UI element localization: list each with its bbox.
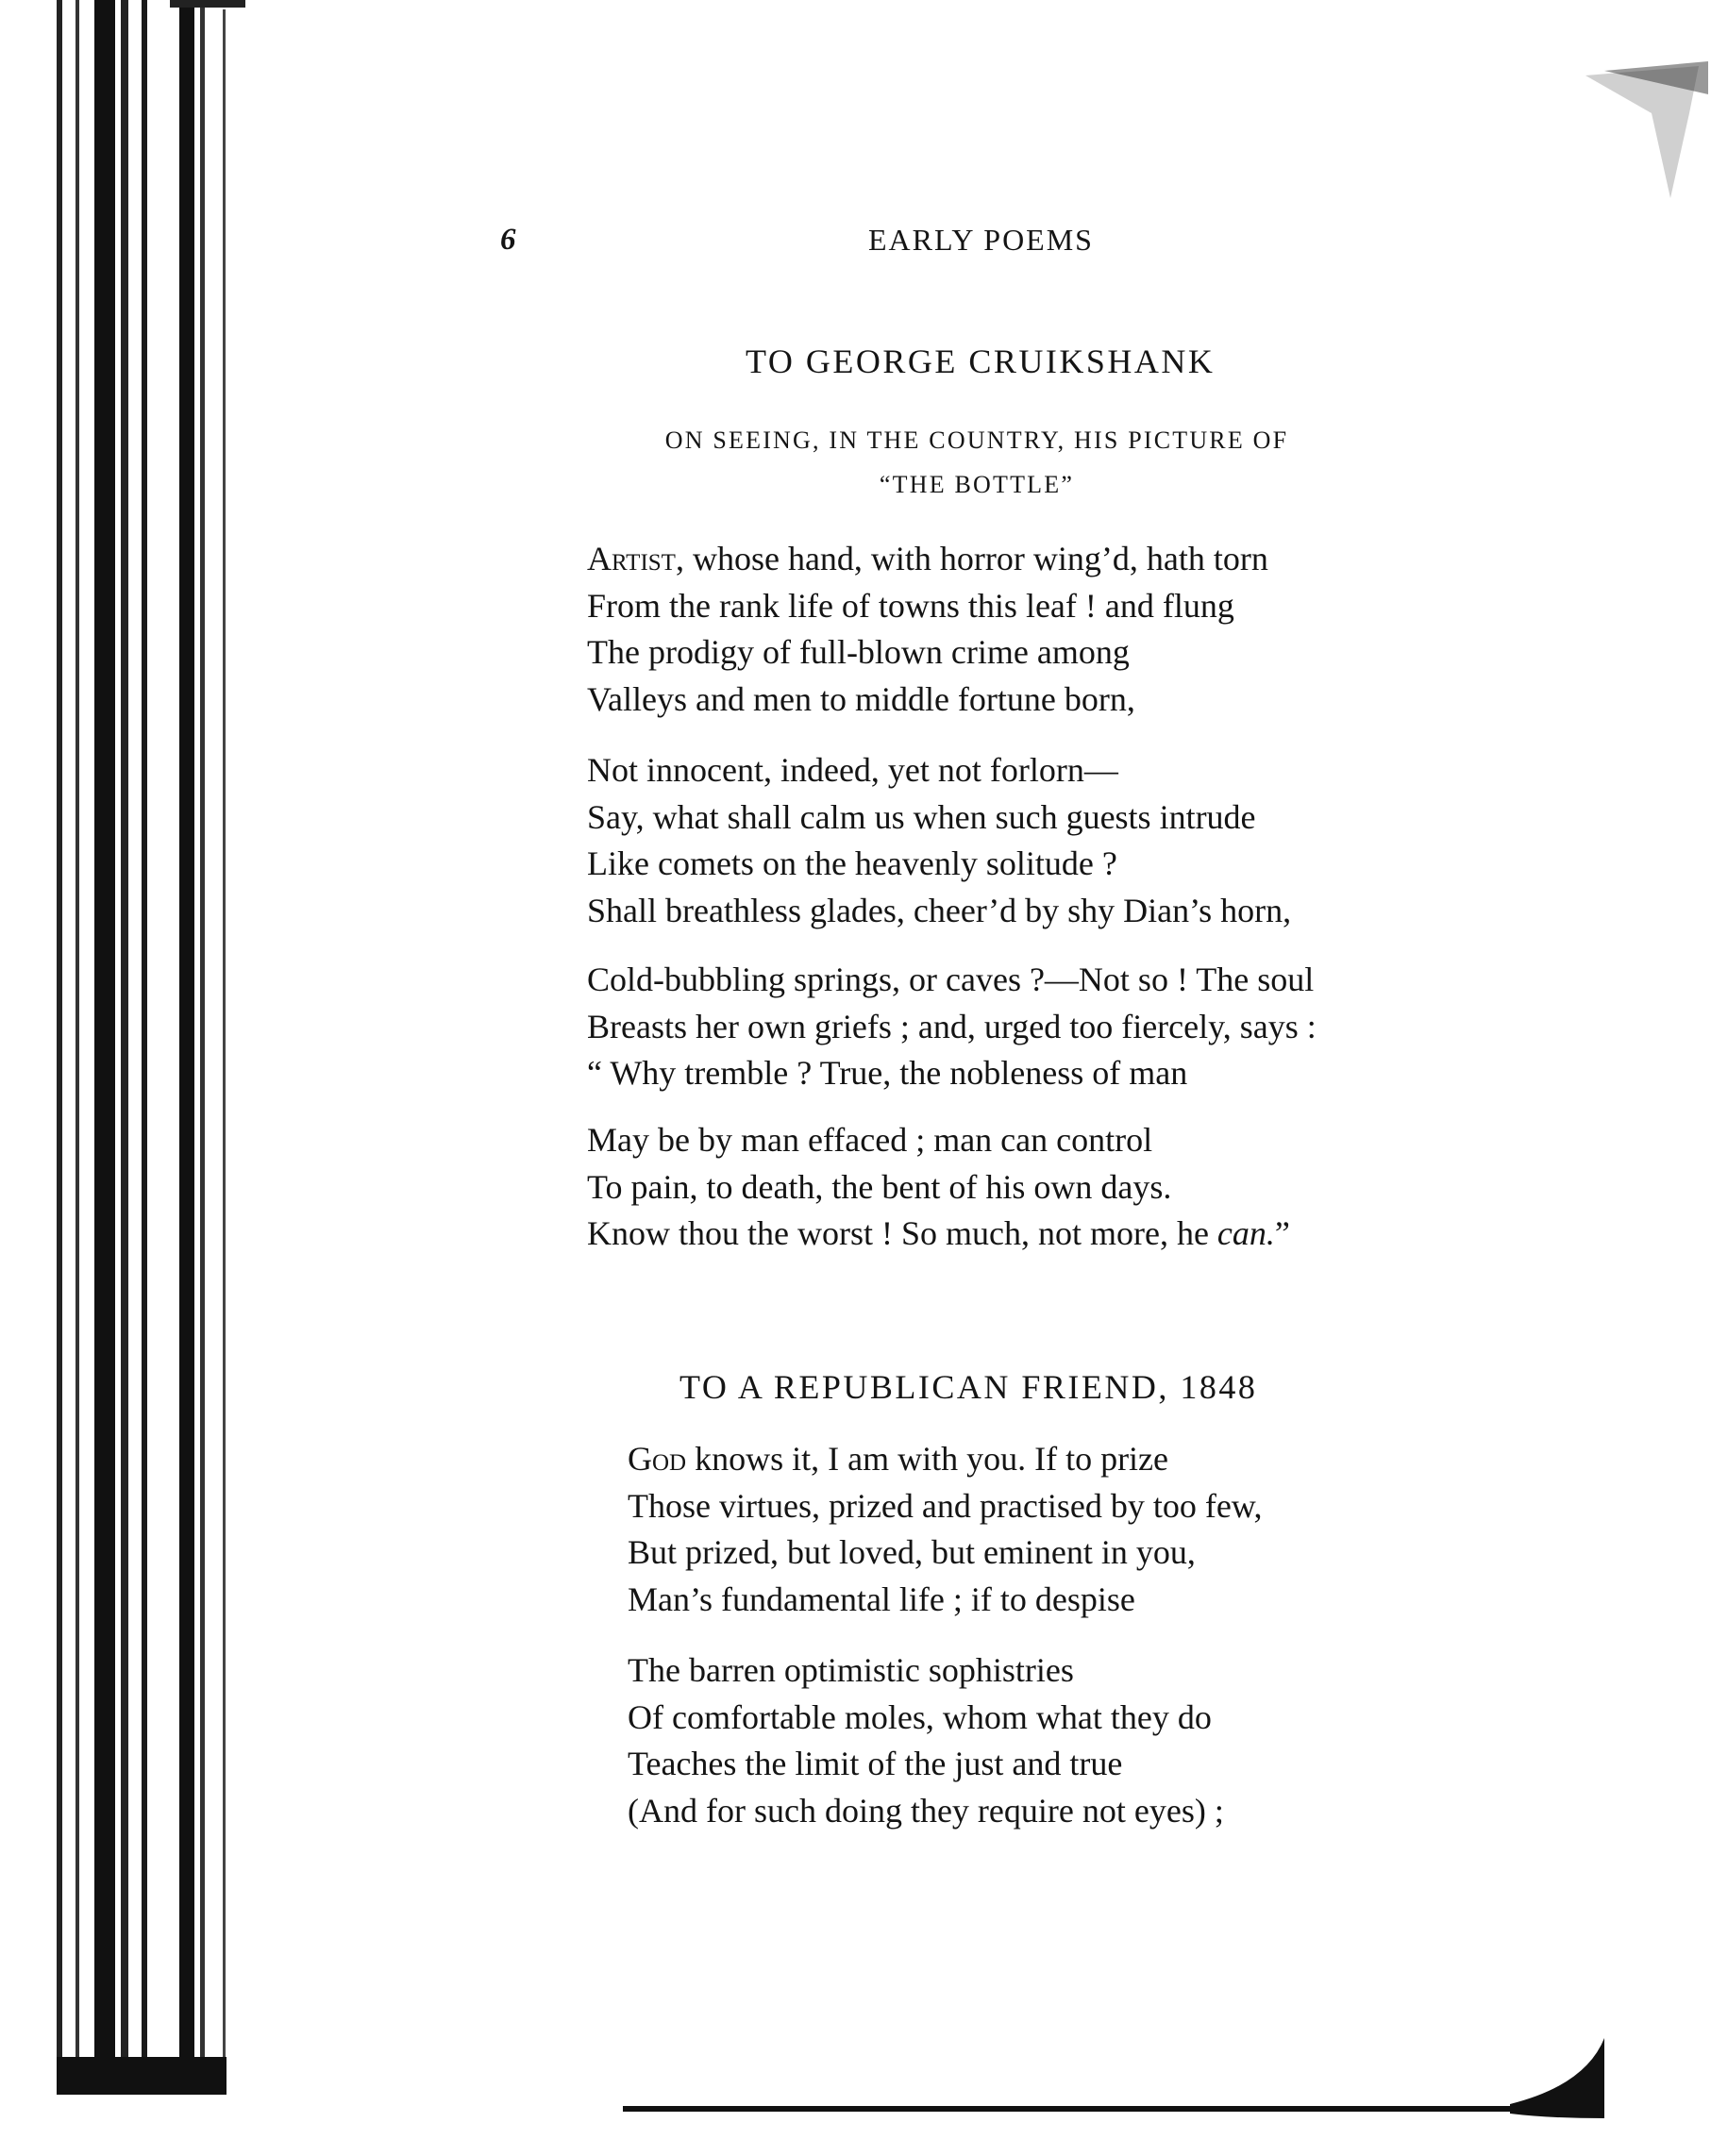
verse-line <box>587 1211 1290 1258</box>
drop-word: Artist <box>587 540 676 577</box>
poem-subtitle-line-1: ON SEEING, IN THE COUNTRY, HIS PICTURE OF <box>664 426 1289 454</box>
verse-line: Shall breathless glades, cheer’d by shy Dian’s horn, <box>587 891 1292 929</box>
verse-line: Teaches the limit of the just and true <box>628 1745 1123 1782</box>
page-number: 6 <box>500 223 516 257</box>
poem-title-cruikshank: TO GEORGE CRUIKSHANK <box>746 343 1216 380</box>
page-bottom-edge <box>604 2029 1711 2156</box>
verse-line: From the rank life of towns this leaf ! and flung <box>587 586 1234 625</box>
verse-line: Like comets on the heavenly solitude ? <box>587 844 1117 882</box>
verse-line: Valleys and men to middle fortune born, <box>587 679 1135 718</box>
verse-line: May be by man effaced ; man can control <box>587 1121 1153 1159</box>
emphasis: can. <box>1216 1214 1275 1252</box>
verse-line <box>628 1436 1262 1483</box>
verse-line: The prodigy of full-blown crime among <box>587 633 1130 671</box>
verse-line: Those virtues, prized and practised by too few, <box>628 1486 1263 1525</box>
verse-line: Of comfortable moles, whom what they do <box>628 1697 1212 1736</box>
verse-line: Cold-bubbling springs, or caves ?—Not so ! The soul <box>587 961 1315 998</box>
verse-line: Breasts her own griefs ; and, urged too fiercely, says : <box>587 1007 1317 1045</box>
poem1-stanza-3 <box>587 957 1317 1097</box>
closing-quote: ” <box>1274 1214 1290 1252</box>
poem-subtitle-line-2: “THE BOTTLE” <box>879 471 1075 498</box>
book-spine-shadow <box>0 0 245 2156</box>
poem1-stanza-2 <box>587 747 1291 934</box>
verse-line: To pain, to death, the bent of his own days. <box>587 1167 1172 1206</box>
page-corner-smudge <box>1567 57 1711 217</box>
verse-line-text: , whose hand, with horror wing’d, hath torn <box>675 540 1268 577</box>
running-title: EARLY POEMS <box>868 223 1094 257</box>
verse-line: Man’s fundamental life ; if to despise <box>628 1579 1135 1618</box>
verse-line-text: knows it, I am with you. If to prize <box>686 1440 1169 1478</box>
verse-line: But prized, but loved, but eminent in you, <box>628 1533 1196 1571</box>
verse-line-text: Know thou the worst ! So much, not more, he <box>587 1214 1217 1252</box>
poem2-stanza-2 <box>628 1647 1224 1834</box>
verse-line: (And for such doing they require not eyes) ; <box>628 1791 1224 1830</box>
poem1-stanza-4 <box>587 1117 1290 1258</box>
verse-line: Not innocent, indeed, yet not forlorn— <box>587 751 1118 789</box>
verse-line: The barren optimistic sophistries <box>628 1651 1074 1689</box>
drop-word: God <box>628 1440 687 1478</box>
verse-line: “ Why tremble ? True, the nobleness of man <box>587 1054 1188 1092</box>
verse-line <box>587 536 1268 583</box>
poem-title-republican-friend: TO A REPUBLICAN FRIEND, 1848 <box>679 1368 1258 1406</box>
poem2-stanza-1 <box>628 1436 1262 1623</box>
verse-line: Say, what shall calm us when such guests intrude <box>587 797 1256 836</box>
running-header <box>500 223 1538 270</box>
poem1-stanza-1 <box>587 536 1268 723</box>
